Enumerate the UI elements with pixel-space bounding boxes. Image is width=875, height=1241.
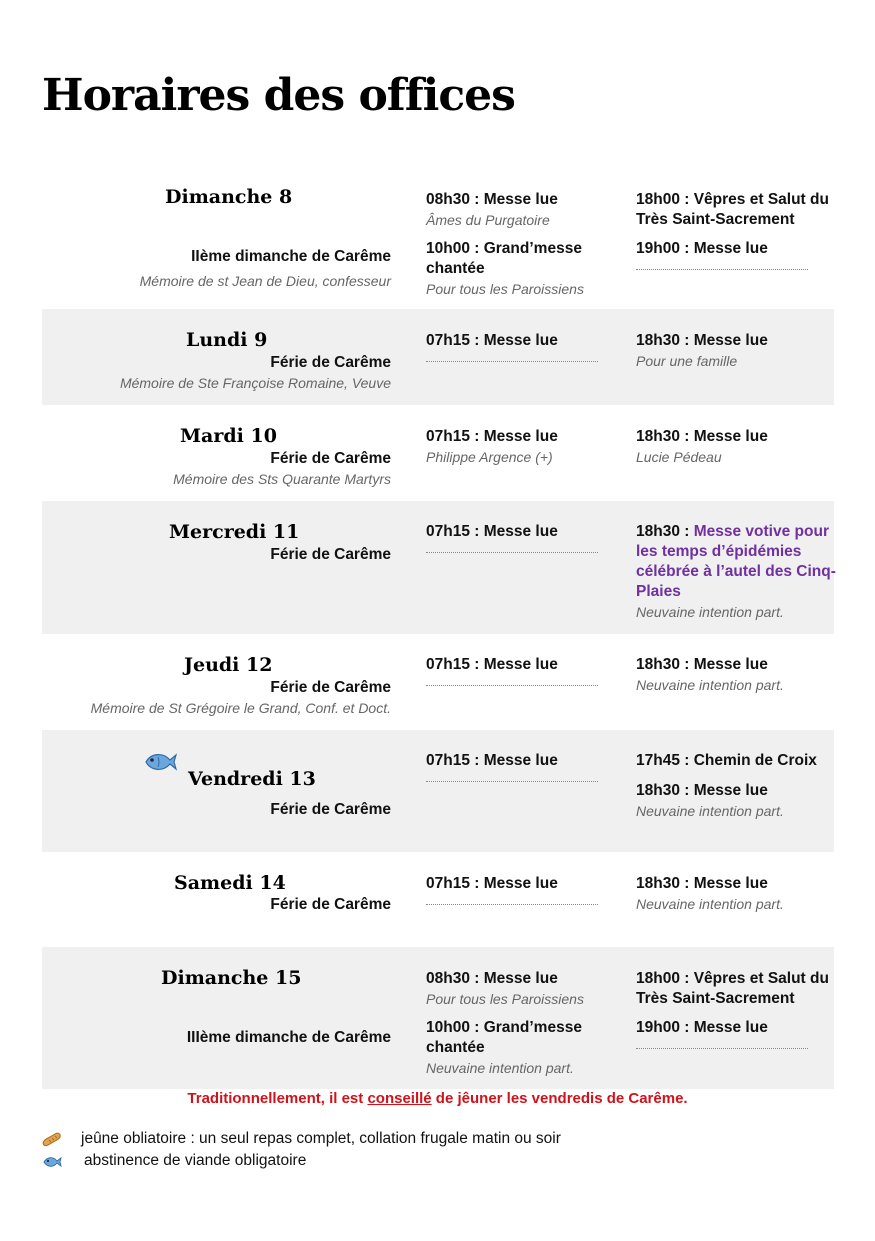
notice-text-end: de jêuner les vendredis de Carême.	[431, 1090, 688, 1107]
day-block-mercredi-11	[42, 501, 834, 634]
day-name: Mercredi 11	[169, 521, 300, 543]
mass-time-prefix: 18h30 :	[636, 523, 694, 540]
mass-slot	[636, 781, 836, 821]
intention-placeholder-dots	[426, 904, 598, 905]
feast-label: Férie de Carême	[270, 801, 391, 818]
mass-slot	[426, 239, 616, 299]
mass-slot	[426, 655, 616, 686]
mass-time: 07h15 : Messe lue	[426, 875, 558, 892]
day-block-dimanche-8	[42, 178, 834, 308]
mass-time: 18h30 : Messe lue	[636, 332, 768, 349]
fasting-notice	[0, 1090, 875, 1107]
mass-time: 18h30 : Messe lue	[636, 428, 768, 445]
mass-time: 08h30 : Messe lue	[426, 970, 558, 987]
day-block-mardi-10	[42, 405, 834, 501]
day-name: Samedi 14	[174, 872, 286, 894]
mass-slot	[426, 522, 616, 553]
mass-intention: Pour tous les Paroissiens	[426, 281, 584, 297]
mass-slot	[636, 655, 836, 695]
intention-placeholder-dots	[426, 781, 598, 782]
memorial-label: Mémoire de Ste Françoise Romaine, Veuve	[119, 375, 391, 391]
mass-slot	[636, 239, 836, 270]
fish-icon	[143, 750, 177, 774]
notice-underlined-word: conseillé	[367, 1090, 432, 1107]
day-name: Dimanche 15	[161, 967, 302, 989]
mass-time: 18h30 : Messe lue	[636, 656, 768, 673]
office-time: 18h00 : Vêpres et Salut du Très Saint-Sacrement	[636, 191, 829, 228]
votive-mass-slot	[636, 522, 836, 622]
mass-time	[636, 522, 836, 602]
mass-time: 07h15 : Messe lue	[426, 656, 558, 673]
mass-time: 07h15 : Messe lue	[426, 752, 558, 769]
mass-time: 07h15 : Messe lue	[426, 523, 558, 540]
mass-time: 07h15 : Messe lue	[426, 332, 558, 349]
feast-label: IIème dimanche de Carême	[191, 248, 391, 265]
mass-intention: Neuvaine intention part.	[636, 803, 784, 819]
feast-label: IIIème dimanche de Carême	[186, 1029, 391, 1046]
day-block-samedi-14	[42, 852, 834, 947]
mass-slot	[426, 331, 616, 362]
mass-slot	[636, 331, 836, 371]
feast-label: Férie de Carême	[270, 896, 391, 913]
day-block-jeudi-12	[42, 634, 834, 730]
intention-placeholder-dots	[426, 552, 598, 553]
feast-label: Férie de Carême	[270, 546, 391, 563]
mass-slot	[426, 874, 616, 905]
feast-label: Férie de Carême	[270, 450, 391, 467]
mass-slot	[426, 1018, 616, 1078]
page-title: Horaires des offices	[42, 70, 515, 121]
office-time: 17h45 : Chemin de Croix	[636, 752, 817, 769]
memorial-label: Mémoire de st Jean de Dieu, confesseur	[139, 273, 391, 289]
day-name: Jeudi 12	[184, 654, 273, 676]
mass-time: 07h15 : Messe lue	[426, 428, 558, 445]
mass-slot	[426, 427, 616, 467]
mass-time: 19h00 : Messe lue	[636, 240, 768, 257]
feast-label: Férie de Carême	[270, 354, 391, 371]
mass-slot	[636, 1018, 836, 1049]
mass-time: 10h00 : Grand’messe chantée	[426, 240, 582, 277]
office-time: 18h00 : Vêpres et Salut du Très Saint-Sacrement	[636, 970, 829, 1007]
notice-text-start: Traditionnellement, il est	[187, 1090, 368, 1107]
mass-intention: Pour tous les Paroissiens	[426, 991, 584, 1007]
mass-slot	[426, 969, 616, 1009]
mass-intention: Neuvaine intention part.	[636, 604, 784, 620]
office-slot	[636, 190, 836, 230]
mass-slot	[636, 874, 836, 914]
mass-intention: Lucie Pédeau	[636, 449, 722, 465]
day-name: Vendredi 13	[188, 768, 316, 790]
office-slot	[636, 969, 836, 1009]
day-name: Mardi 10	[180, 425, 277, 447]
mass-intention: Neuvaine intention part.	[636, 677, 784, 693]
mass-slot	[426, 190, 616, 230]
day-block-lundi-9	[42, 309, 834, 405]
feast-label: Férie de Carême	[270, 679, 391, 696]
memorial-label: Mémoire des Sts Quarante Martyrs	[173, 471, 391, 487]
intention-placeholder-dots	[426, 685, 598, 686]
intention-placeholder-dots	[426, 361, 598, 362]
day-name: Lundi 9	[186, 329, 268, 351]
fish-icon	[42, 1154, 62, 1170]
intention-placeholder-dots	[636, 1048, 808, 1049]
mass-time: 19h00 : Messe lue	[636, 1019, 768, 1036]
mass-time: 08h30 : Messe lue	[426, 191, 558, 208]
mass-time: 18h30 : Messe lue	[636, 782, 768, 799]
office-slot	[636, 751, 836, 771]
mass-intention: Neuvaine intention part.	[636, 896, 784, 912]
day-block-dimanche-15	[42, 947, 834, 1089]
day-block-vendredi-13	[42, 730, 834, 852]
bread-icon	[42, 1132, 62, 1148]
legend-text: abstinence de viande obligatoire	[84, 1152, 307, 1169]
intention-placeholder-dots	[636, 269, 808, 270]
mass-time: 10h00 : Grand’messe chantée	[426, 1019, 582, 1056]
memorial-label: Mémoire de St Grégoire le Grand, Conf. et Doct.	[90, 700, 391, 716]
votive-mass-title: Messe votive pour les temps d’épidémies célébrée à l’autel des Cinq-Plaies	[636, 523, 836, 600]
mass-time: 18h30 : Messe lue	[636, 875, 768, 892]
legend-text: jeûne obliatoire : un seul repas complet, collation frugale matin ou soir	[81, 1130, 561, 1147]
mass-intention: Âmes du Purgatoire	[426, 212, 550, 228]
mass-slot	[636, 427, 836, 467]
mass-intention: Neuvaine intention part.	[426, 1060, 574, 1076]
mass-intention: Pour une famille	[636, 353, 738, 369]
mass-intention: Philippe Argence (+)	[426, 449, 553, 465]
day-name: Dimanche 8	[165, 186, 293, 208]
mass-slot	[426, 751, 616, 782]
